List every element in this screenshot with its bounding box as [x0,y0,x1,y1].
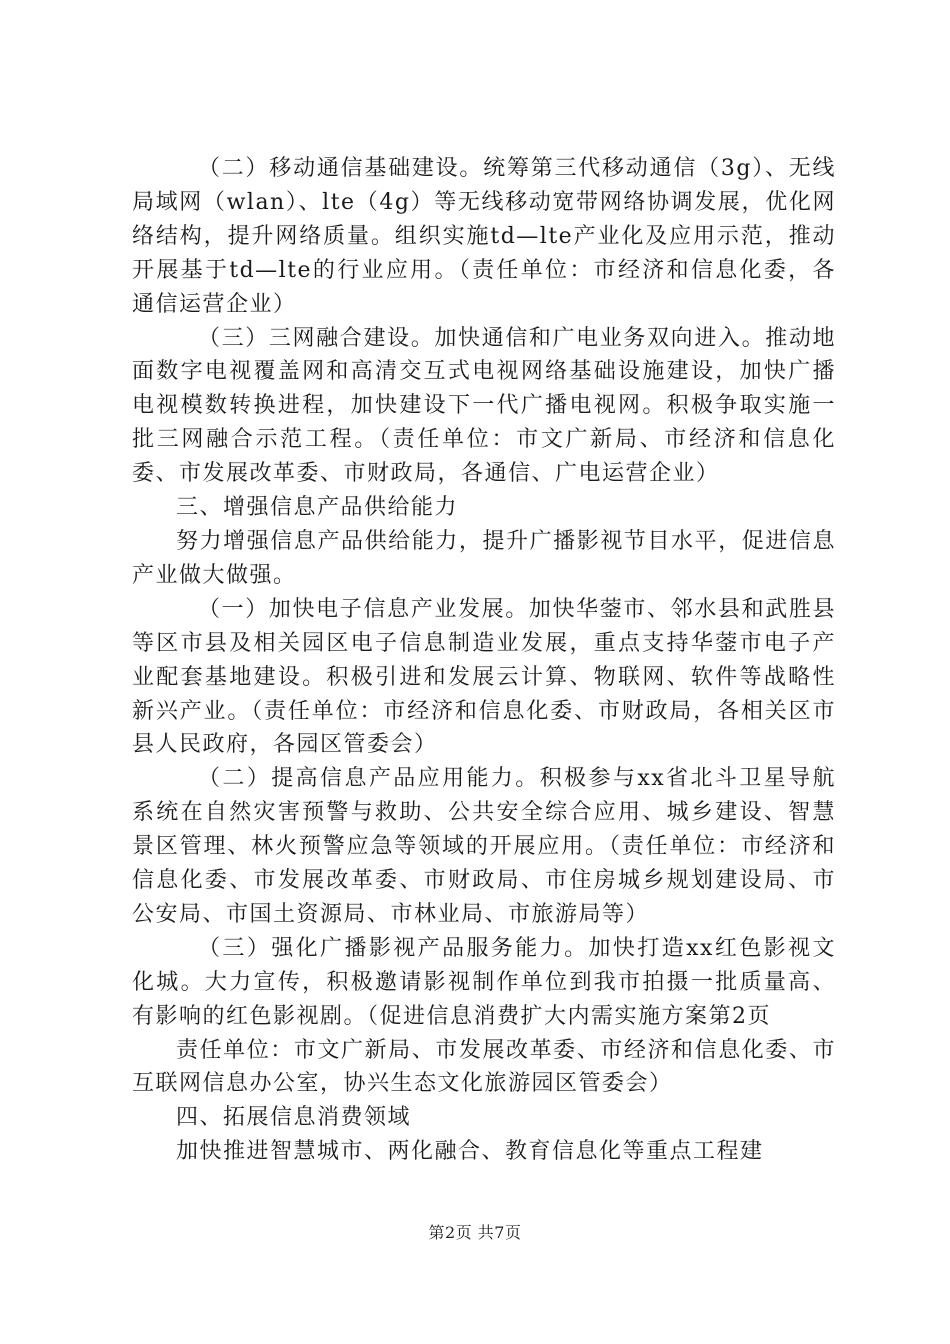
page-footer: 第2页 共7页 [428,1223,522,1242]
body-text [132,152,836,1169]
paragraph-electronics: （一）加快电子信息产业发展。加快华蓥市、邻水县和武胜县等区市县及相关园区电子信息制造业发展，重点支持华蓥市电子产业配套基地建设。积极引进和发展云计算、物联网、软件等战略性新兴产业。（责任单位：市经济和信息化委、市财政局，各相关区市县人民政府，各园区管委会） [132,596,836,758]
paragraph-mobile-comm: （二）移动通信基础建设。统筹第三代移动通信（3g）、无线局域网（wlan）、lte（4g）等无线移动宽带网络协调发展，优化网络结构，提升网络质量。组织实施td—lte产业化及应用示范，推动开展基于td—lte的行业应用。（责任单位：市经济和信息化委，各通信运营企业） [132,156,836,317]
paragraph-section-3-intro: 努力增强信息产品供给能力，提升广播影视节目水平，促进信息产业做大做强。 [132,528,836,588]
paragraph-film-tv: （三）强化广播影视产品服务能力。加快打造xx红色影视文化城。大力宣传，积极邀请影视制作单位到我市拍摄一批质量高、有影响的红色影视剧。（促进信息消费扩大内需实施方案第2页 [132,935,836,1029]
section-heading-4: 四、拓展信息消费领域 [176,1105,412,1131]
section-heading-3: 三、增强信息产品供给能力 [176,495,459,521]
paragraph-responsible-units: 责任单位：市文广新局、市发展改革委、市经济和信息化委、市互联网信息办公室，协兴生态文化旅游园区管委会） [132,1037,836,1097]
paragraph-tri-network: （三）三网融合建设。加快通信和广电业务双向进入。推动地面数字电视覆盖网和高清交互式电视网络基础设施建设，加快广播电视模数转换进程，加快建设下一代广播电视网。积极争取实施一批三网融合示范工程。（责任单位：市文广新局、市经济和信息化委、市发展改革委、市财政局，各通信、广电运营企业） [132,325,836,487]
paragraph-section-4-intro: 加快推进智慧城市、两化融合、教育信息化等重点工程建 [176,1139,764,1165]
paragraph-beidou: （二）提高信息产品应用能力。积极参与xx省北斗卫星导航系统在自然灾害预警与救助、公共安全综合应用、城乡建设、智慧景区管理、林火预警应急等领域的开展应用。（责任单位：市经济和信息化委、市发展改革委、市财政局、市住房城乡规划建设局、市公安局、市国土资源局、市林业局、市旅游局等） [132,766,836,927]
